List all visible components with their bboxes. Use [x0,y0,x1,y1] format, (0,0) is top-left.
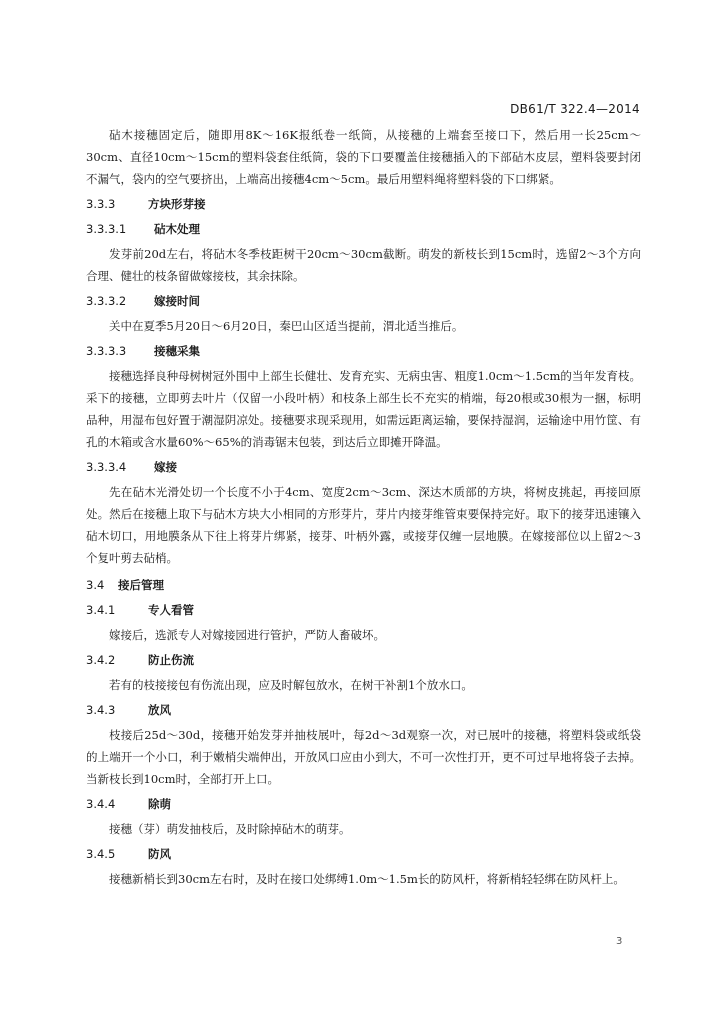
section-heading [86,574,641,596]
section-number: 3.4.1 [86,603,116,617]
paragraph: 枝接后25d～30d，接穗开始发芽并抽枝展叶，每2d～3d观察一次，对已展叶的接穗，将塑料袋或纸袋的上端开一个小口，利于嫩梢尖端伸出，开放风口应由小到大，不可一次性打开，更不可过早地将袋子去掉。当新枝长到10cm时，全部打开上口。 [86,728,641,786]
section-title: 放风 [148,703,171,717]
section-number: 3.3.3.2 [86,294,127,308]
section-title: 防风 [148,847,171,861]
section-number: 3.3.3 [86,197,116,211]
paragraph: 先在砧木光滑处切一个长度不小于4cm、宽度2cm～3cm、深达木质部的方块，将树皮挑起，再接回原处。然后在接穗上取下与砧木方块大小相同的方形芽片，芽片内接芽维管束要保持完好。取下的接芽迅速镶入砧木切口，用地膜条从下往上将芽片绑紧，接芽、叶柄外露，或接芽仅缠一层地膜。在嫁接部位以上留2～3个复叶剪去砧梢。 [86,485,641,565]
paragraph: 关中在夏季5月20日～6月20日，秦巴山区适当提前，渭北适当推后。 [109,319,464,333]
section-heading [86,699,641,721]
section-heading [86,340,641,362]
section-title: 接后管理 [118,578,164,592]
paragraph: 若有的枝接接包有伤流出现，应及时解包放水，在树干补割1个放水口。 [109,678,473,692]
paragraph: 砧木接穗固定后，随即用8K～16K报纸卷一纸筒，从接穗的上端套至接口下，然后用一长25cm～30cm、直径10cm～15cm的塑料袋套住纸筒，袋的下口要覆盖住接穗插入的下部砧木皮层，塑料袋要封闭不漏气，袋内的空气要挤出，上端高出接穗4cm～5cm。最后用塑料绳将塑料袋的下口绑紧。 [86,128,641,186]
section-heading [86,843,641,865]
section-title: 接穗采集 [154,344,200,358]
section-title: 除萌 [148,797,171,811]
section-heading [86,793,641,815]
section-heading [86,599,641,621]
section-number: 3.3.3.1 [86,222,127,236]
paragraph: 接穗（芽）萌发抽枝后，及时除掉砧木的萌芽。 [109,822,351,836]
section-title: 防止伤流 [148,653,194,667]
section-heading [86,456,641,478]
section-number: 3.4.4 [86,797,116,811]
section-title: 方块形芽接 [148,197,206,211]
section-number: 3.4.2 [86,653,116,667]
section-title: 砧木处理 [154,222,200,236]
section-title: 专人看管 [148,603,194,617]
section-number: 3.3.3.4 [86,460,127,474]
paragraph: 接穗选择良种母树树冠外围中上部生长健壮、发育充实、无病虫害、粗度1.0cm～1.5cm的当年发育枝。采下的接穗，立即剪去叶片（仅留一小段叶柄）和枝条上部生长不充实的梢端，每20根或30根为一捆，标明品种，用湿布包好置于潮湿阴凉处。接穗要求现采现用，如需远距离运输，要保持湿润，运输途中用竹筐、有孔的木箱或含水量60%～65%的消毒锯末包装，到达后立即摊开降温。 [86,369,641,449]
standard-code: DB61/T 322.4—2014 [510,102,640,116]
section-heading [86,193,641,215]
section-number: 3.4.3 [86,703,116,717]
section-heading [86,649,641,671]
paragraph: 接穗新梢长到30cm左右时，及时在接口处绑缚1.0m～1.5m长的防风杆，将新梢轻轻绑在防风杆上。 [109,872,625,886]
section-number: 3.3.3.3 [86,344,127,358]
document-body [86,124,641,890]
section-heading [86,290,641,312]
page-number: 3 [616,936,623,947]
section-number: 3.4 [86,578,105,592]
paragraph: 嫁接后，选派专人对嫁接园进行管护，严防人畜破坏。 [109,628,385,642]
section-heading [86,218,641,240]
paragraph: 发芽前20d左右，将砧木冬季枝距树干20cm～30cm截断。萌发的新枝长到15cm时，选留2～3个方向合理、健壮的枝条留做嫁接枝，其余抹除。 [86,247,641,283]
section-title: 嫁接时间 [154,294,200,308]
section-number: 3.4.5 [86,847,116,861]
section-title: 嫁接 [154,460,177,474]
